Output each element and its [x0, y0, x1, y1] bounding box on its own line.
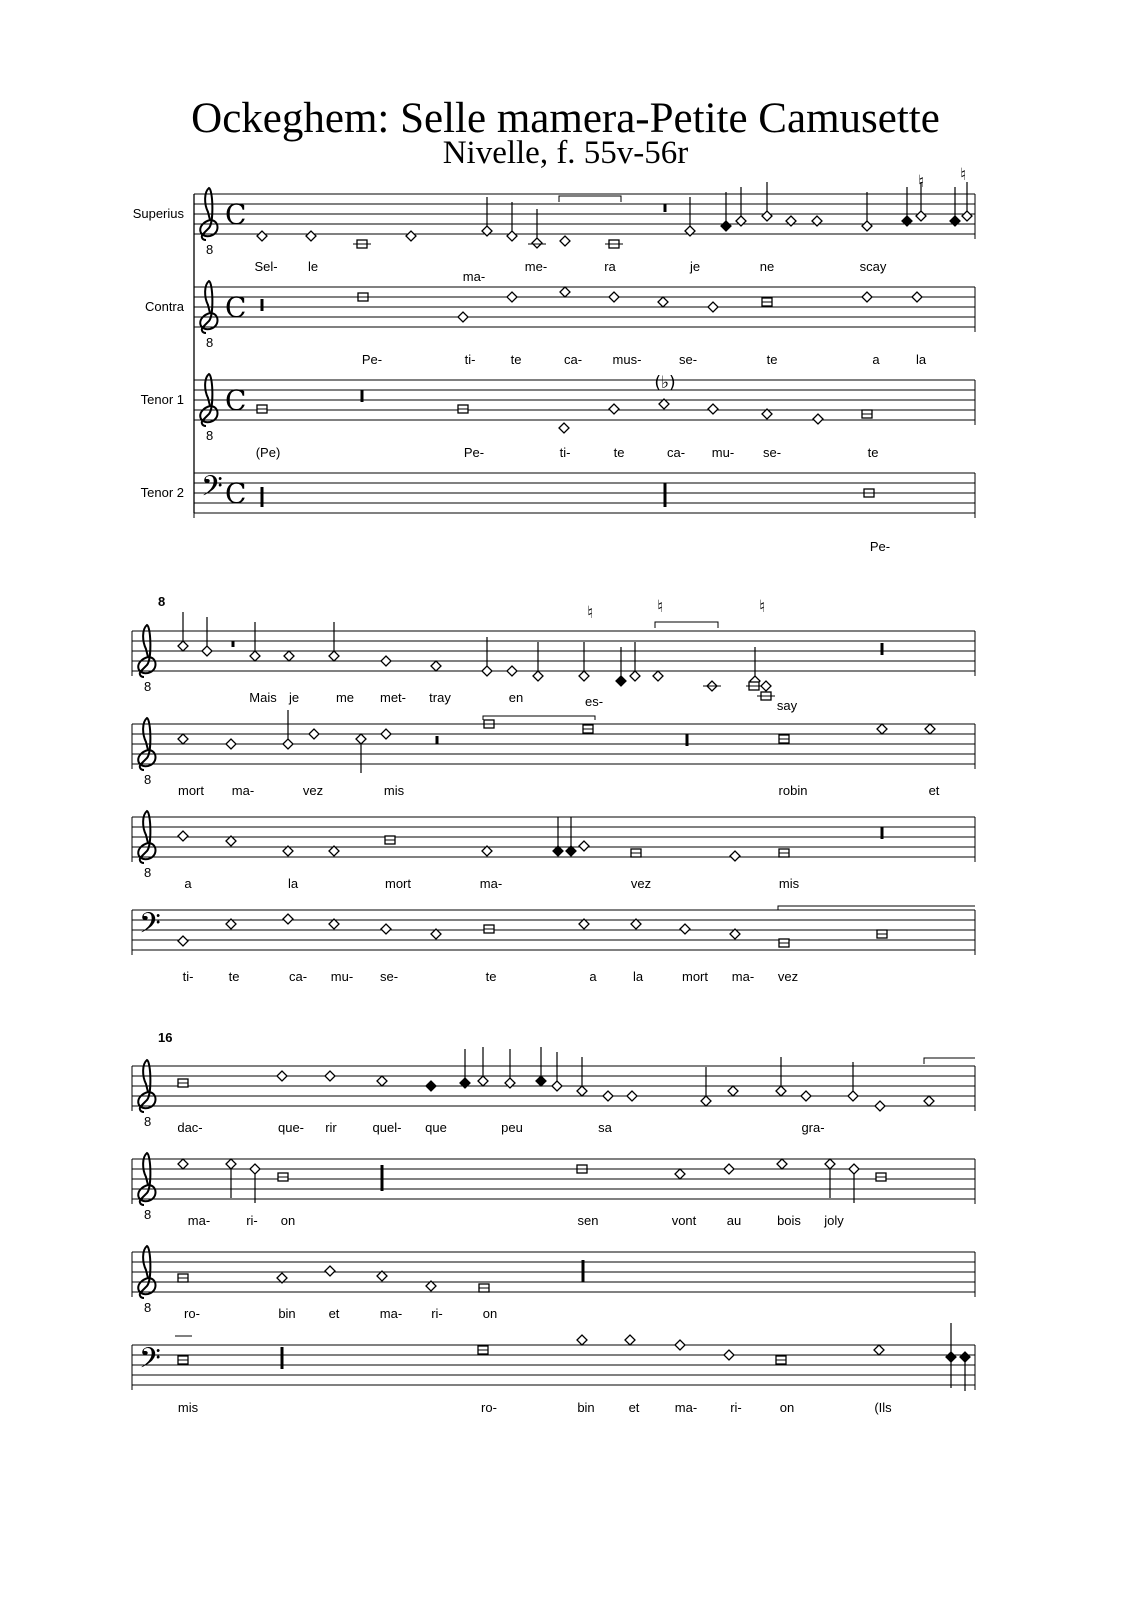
lyric-syllable: bin [278, 1306, 296, 1321]
lyric-syllable: robin [778, 783, 808, 798]
lyric-syllable: ri- [431, 1306, 443, 1321]
score-subtitle: Nivelle, f. 55v-56r [442, 135, 689, 171]
lyric-syllable: se- [379, 969, 399, 984]
note-semibreve [680, 924, 690, 934]
lyric-syllable: Mais [249, 690, 277, 705]
lyric-syllable: bois [777, 1213, 801, 1228]
octave-marker: 8 [144, 1300, 152, 1315]
note-semibreve [377, 1076, 387, 1086]
lyric-syllable: te [613, 445, 625, 460]
lyric-syllable: te [766, 352, 778, 367]
lyric-syllable: la [915, 352, 927, 367]
ligature-bracket [483, 716, 595, 720]
staff [132, 1252, 975, 1297]
time-signature: C [225, 384, 247, 417]
lyric-syllable: ca- [288, 969, 308, 984]
note-semibreve [776, 1086, 786, 1096]
note-semibreve [724, 1164, 734, 1174]
time-signature: C [225, 198, 247, 231]
note-semibreve [862, 221, 872, 231]
lyric-syllable: ca- [563, 352, 583, 367]
lyric-syllable: ma- [462, 269, 486, 284]
note-semibreve [178, 831, 188, 841]
rest [261, 299, 264, 311]
note-semibreve [658, 297, 668, 307]
lyric-syllable: et [928, 783, 940, 798]
note-semibreve [962, 211, 972, 221]
octave-marker: 8 [144, 865, 152, 880]
lyric-syllable: Pe- [463, 445, 485, 460]
note-semibreve [507, 231, 517, 241]
lyric-syllable: a [589, 969, 597, 984]
lyric-syllable: mort [178, 783, 204, 798]
lyric-syllable: ca- [666, 445, 686, 460]
lyric-syllable: sa [598, 1120, 612, 1135]
note-semibreve [675, 1340, 685, 1350]
staff [132, 817, 975, 862]
note-semibreve [875, 1101, 885, 1111]
part-label: Superius [132, 206, 184, 221]
lyric-syllable: on [280, 1213, 296, 1228]
note-semibreve [708, 404, 718, 414]
note-semibreve [478, 1076, 488, 1086]
note-semibreve [356, 734, 366, 744]
lyric-syllable: ra [604, 259, 616, 274]
note-semibreve [762, 211, 772, 221]
note-semibreve [381, 729, 391, 739]
octave-marker: 8 [144, 1207, 152, 1222]
rest [881, 827, 884, 839]
octave-marker: 8 [144, 679, 152, 694]
flat-sign: (♭) [654, 373, 676, 393]
lyric-syllable: Sel- [254, 259, 278, 274]
note-filled [960, 1352, 970, 1362]
lyric-syllable: et [628, 1400, 640, 1415]
lyric-syllable: mort [385, 876, 411, 891]
note-semibreve [848, 1091, 858, 1101]
note-semibreve [777, 1159, 787, 1169]
note-semibreve [381, 924, 391, 934]
note-semibreve [533, 671, 543, 681]
staff [132, 910, 975, 955]
ligature-bracket [778, 906, 975, 910]
note-semibreve [724, 1350, 734, 1360]
lyric-syllable: on [482, 1306, 498, 1321]
rest [664, 204, 667, 212]
note-semibreve [912, 292, 922, 302]
note-semibreve [701, 1096, 711, 1106]
rest [436, 736, 439, 744]
lyric-syllable: et [328, 1306, 340, 1321]
note-semibreve [406, 231, 416, 241]
note-semibreve [577, 1335, 587, 1345]
note-semibreve [653, 671, 663, 681]
lyric-syllable: se- [678, 352, 698, 367]
lyric-syllable: te [867, 445, 879, 460]
lyric-syllable: quel- [372, 1120, 402, 1135]
staff [132, 1066, 975, 1111]
bass-clef: 𝄢 [139, 1342, 161, 1382]
lyric-syllable: ti- [559, 445, 571, 460]
staff [194, 380, 975, 425]
note-filled [946, 1352, 956, 1362]
note-semibreve [381, 656, 391, 666]
note-semibreve [178, 936, 188, 946]
lyric-syllable: ro- [184, 1306, 200, 1321]
note-semibreve [730, 851, 740, 861]
lyric-syllable: ma- [379, 1306, 403, 1321]
measure-number: 8 [158, 594, 166, 609]
lyric-syllable: say [776, 698, 798, 713]
lyric-syllable: rir [325, 1120, 337, 1135]
lyric-syllable: la [632, 969, 644, 984]
bass-clef: 𝄢 [201, 470, 223, 510]
lyric-syllable: que- [277, 1120, 305, 1135]
natural-sign: ♮ [759, 597, 766, 617]
staff [132, 724, 975, 769]
part-label: Tenor 1 [140, 392, 184, 407]
note-semibreve [801, 1091, 811, 1101]
lyric-syllable: ma- [187, 1213, 211, 1228]
note-semibreve [609, 404, 619, 414]
note-semibreve [916, 211, 926, 221]
natural-sign: ♮ [587, 603, 594, 623]
note-semibreve [877, 724, 887, 734]
lyric-syllable: mis [778, 876, 800, 891]
note-semibreve [609, 292, 619, 302]
rest [361, 390, 364, 402]
rest [381, 1165, 384, 1191]
lyric-syllable: te [228, 969, 240, 984]
lyric-syllable: je [288, 690, 300, 705]
note-semibreve [560, 236, 570, 246]
lyric-syllable: en [508, 690, 524, 705]
lyric-syllable: vez [630, 876, 652, 891]
lyric-syllable: que [425, 1120, 447, 1135]
lyric-syllable: tray [429, 690, 451, 705]
lyric-syllable: je [689, 259, 701, 274]
note-semibreve [325, 1266, 335, 1276]
note-filled [616, 676, 626, 686]
note-semibreve [283, 739, 293, 749]
lyric-syllable: met- [380, 690, 406, 705]
score-title: Ockeghem: Selle mamera-Petite Camusette [191, 95, 940, 142]
lyric-syllable: (Pe) [255, 445, 281, 460]
note-semibreve [226, 739, 236, 749]
rest [281, 1347, 284, 1369]
note-semibreve [675, 1169, 685, 1179]
note-semibreve [630, 671, 640, 681]
note-semibreve [577, 1086, 587, 1096]
lyric-syllable: peu [501, 1120, 523, 1135]
note-semibreve [849, 1164, 859, 1174]
lyric-syllable: ri- [246, 1213, 258, 1228]
note-semibreve [862, 292, 872, 302]
note-semibreve [250, 1164, 260, 1174]
staff [132, 1159, 975, 1204]
part-label: Tenor 2 [140, 485, 184, 500]
note-semibreve [874, 1345, 884, 1355]
note-semibreve [559, 423, 569, 433]
lyric-syllable: se- [762, 445, 782, 460]
note-semibreve [325, 1071, 335, 1081]
bass-clef: 𝄢 [139, 907, 161, 947]
lyric-syllable: vez [777, 969, 799, 984]
lyric-syllable: mu- [711, 445, 735, 460]
note-semibreve [813, 414, 823, 424]
lyric-syllable: te [485, 969, 497, 984]
lyric-syllable: vont [671, 1213, 697, 1228]
note-semibreve [925, 724, 935, 734]
lyric-syllable: le [307, 259, 319, 274]
octave-marker: 8 [206, 335, 214, 350]
note-semibreve [329, 651, 339, 661]
note-semibreve [306, 231, 316, 241]
time-signature: C [225, 477, 247, 510]
note-semibreve [178, 1159, 188, 1169]
octave-marker: 8 [144, 1114, 152, 1129]
ligature-bracket [559, 196, 621, 202]
note-semibreve [708, 302, 718, 312]
octave-marker: 8 [206, 428, 214, 443]
note-semibreve [178, 641, 188, 651]
lyric-syllable: ti- [464, 352, 476, 367]
rest [582, 1260, 585, 1282]
lyric-syllable: scay [859, 259, 887, 274]
lyric-syllable: mis [383, 783, 405, 798]
ligature-bracket [655, 622, 718, 628]
note-semibreve [277, 1071, 287, 1081]
note-semibreve [178, 734, 188, 744]
note-semibreve [579, 841, 589, 851]
octave-marker: 8 [144, 772, 152, 787]
lyric-syllable: mort [682, 969, 708, 984]
rest [664, 483, 667, 507]
rest [881, 643, 884, 655]
lyric-syllable: me [335, 690, 355, 705]
time-signature: C [225, 291, 247, 324]
lyric-syllable: me- [524, 259, 548, 274]
lyric-syllable: ma- [731, 969, 755, 984]
lyric-syllable: sen [577, 1213, 599, 1228]
note-semibreve [284, 651, 294, 661]
note-semibreve [458, 312, 468, 322]
lyric-syllable: a [872, 352, 880, 367]
staff [132, 631, 975, 676]
note-semibreve [507, 666, 517, 676]
lyric-syllable: gra- [801, 1120, 825, 1135]
lyric-syllable: dac- [177, 1120, 203, 1135]
lyric-syllable: bin [577, 1400, 595, 1415]
note-semibreve [482, 666, 492, 676]
note-semibreve [761, 681, 771, 691]
lyric-syllable: au [726, 1213, 742, 1228]
note-filled [536, 1076, 546, 1086]
lyric-syllable: mis [177, 1400, 199, 1415]
staff [132, 1345, 975, 1390]
lyric-syllable: ma- [479, 876, 503, 891]
lyric-syllable: ma- [674, 1400, 698, 1415]
note-semibreve [283, 914, 293, 924]
note-semibreve [825, 1159, 835, 1169]
rest [686, 734, 689, 746]
lyric-syllable: on [779, 1400, 795, 1415]
note-semibreve [603, 1091, 613, 1101]
lyric-syllable: ro- [481, 1400, 497, 1415]
lyric-syllable: a [184, 876, 192, 891]
note-semibreve [431, 661, 441, 671]
natural-sign: ♮ [918, 172, 925, 192]
lyric-syllable: joly [824, 1213, 844, 1228]
note-semibreve [532, 238, 542, 248]
lyric-syllable: (Ils [874, 1400, 892, 1415]
staff [194, 473, 975, 518]
note-filled [426, 1081, 436, 1091]
lyric-syllable: ne [759, 259, 775, 274]
lyric-syllable: ma- [231, 783, 255, 798]
note-semibreve [507, 292, 517, 302]
staff [194, 287, 975, 332]
natural-sign: ♮ [657, 597, 664, 617]
octave-marker: 8 [206, 242, 214, 257]
measure-number: 16 [158, 1030, 173, 1045]
note-semibreve [560, 287, 570, 297]
lyric-syllable: Pe- [869, 539, 891, 554]
note-semibreve [202, 646, 212, 656]
note-semibreve [257, 231, 267, 241]
note-semibreve [579, 671, 589, 681]
lyric-syllable: la [287, 876, 299, 891]
rest [232, 641, 235, 647]
part-label: Contra [144, 299, 184, 314]
rest [261, 487, 264, 507]
lyric-syllable: ri- [730, 1400, 742, 1415]
lyric-syllable: vez [302, 783, 324, 798]
lyric-syllable: mus- [612, 352, 642, 367]
note-filled [721, 221, 731, 231]
note-semibreve [625, 1335, 635, 1345]
note-semibreve [552, 1081, 562, 1091]
note-semibreve [728, 1086, 738, 1096]
lyric-syllable: Pe- [361, 352, 383, 367]
note-semibreve [309, 729, 319, 739]
lyric-syllable: ti- [182, 969, 194, 984]
natural-sign: ♮ [960, 165, 967, 185]
note-semibreve [226, 1159, 236, 1169]
note-semibreve [627, 1091, 637, 1101]
lyric-syllable: te [510, 352, 522, 367]
lyric-syllable: es- [584, 694, 604, 709]
lyric-syllable: mu- [330, 969, 354, 984]
note-semibreve [250, 651, 260, 661]
note-semibreve [924, 1096, 934, 1106]
ligature-bracket [924, 1058, 975, 1064]
